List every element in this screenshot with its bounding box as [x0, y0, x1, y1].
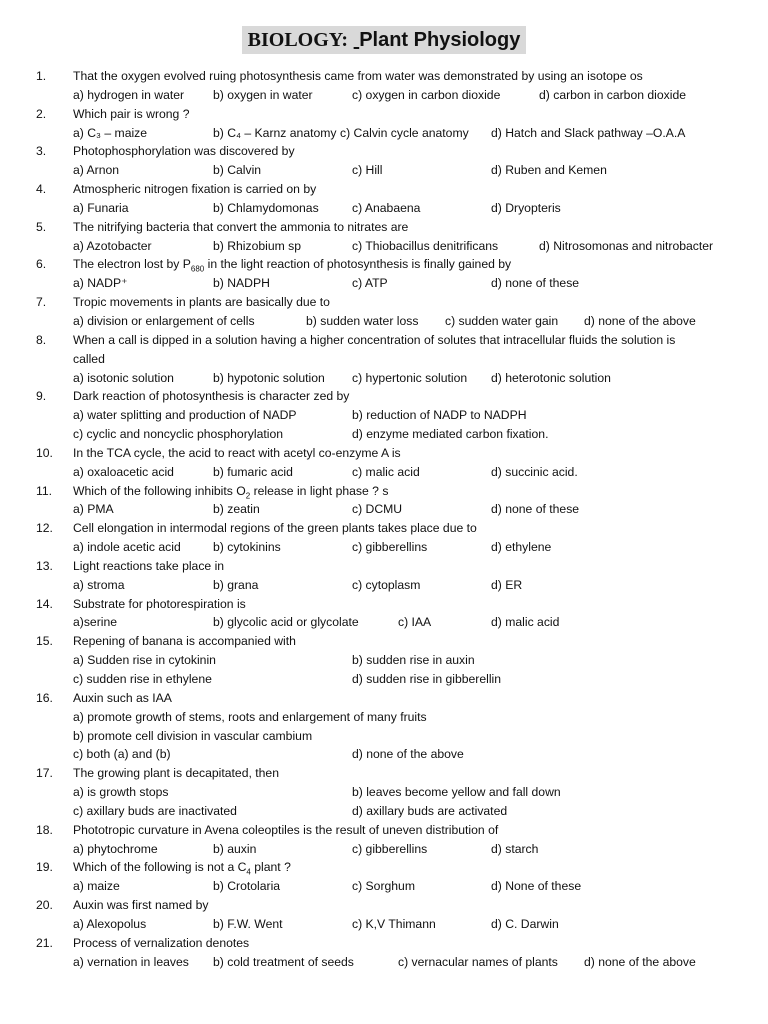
page-title	[242, 26, 527, 54]
option-b: b) fumaric acid	[213, 464, 293, 479]
option-c: c) Thiobacillus denitrificans	[352, 238, 499, 253]
question-text: The electron lost by $P_{680}$ in the light reaction of photosynthesis is finally gained by	[73, 257, 512, 274]
option-d: d) ER	[491, 577, 523, 592]
option-a: a) oxaloacetic acid	[73, 464, 174, 479]
question-number: 10.	[36, 445, 53, 460]
question-11	[0, 482, 768, 520]
title-subject: BIOLOGY:	[247, 29, 349, 51]
option-a: a) maize	[73, 879, 120, 894]
option-c: c) gibberellins	[352, 841, 428, 856]
option-a: a) C₃ – maize	[73, 125, 148, 140]
question-number: 19.	[36, 860, 53, 875]
question-12	[0, 519, 768, 557]
question-text: Light reactions take place in	[73, 558, 225, 573]
question-13	[0, 557, 768, 595]
question-text: Which of the following is not a $C_4$ plant ?	[73, 860, 291, 877]
option-c: c) IAA	[398, 615, 432, 630]
question-number: 13.	[36, 558, 53, 573]
question-19	[0, 858, 768, 896]
option-b: b) hypotonic solution	[213, 370, 325, 385]
question-3	[0, 142, 768, 180]
title-area	[0, 26, 768, 54]
question-number: 14.	[36, 596, 53, 611]
option-c: c) vernacular names of plants	[398, 954, 558, 969]
option-a: a) NADP⁺	[73, 276, 128, 291]
option-b: b) NADPH	[213, 276, 270, 291]
option-a: a) promote growth of stems, roots and enlargement of many fruits	[73, 709, 427, 724]
option-c: c) both (a) and (b)	[73, 747, 171, 762]
question-text: Substrate for photorespiration is	[73, 596, 246, 611]
question-text: Tropic movements in plants are basically due to	[73, 295, 330, 310]
option-a: a) is growth stops	[73, 785, 169, 800]
option-d: d) Hatch and Slack pathway –O.A.A	[491, 125, 686, 140]
question-text: Cell elongation in intermodal regions of the green plants takes place due to	[73, 521, 477, 536]
option-b: b) promote cell division in vascular cambium	[73, 728, 313, 743]
question-number: 2.	[36, 106, 47, 121]
option-b: b) glycolic acid or glycolate	[213, 615, 359, 630]
option-c: c) Anabaena	[352, 200, 421, 215]
question-17	[0, 764, 768, 821]
option-b: b) cold treatment of seeds	[213, 954, 354, 969]
question-text: Auxin was first named by	[73, 898, 209, 913]
option-c: c) axillary buds are inactivated	[73, 803, 237, 818]
question-number: 12.	[36, 521, 53, 536]
option-d: d) axillary buds are activated	[352, 803, 508, 818]
option-b: b) auxin	[213, 841, 257, 856]
option-b: b) sudden water loss	[306, 313, 419, 328]
option-c: c) sudden rise in ethylene	[73, 672, 212, 686]
question-text: Atmospheric nitrogen fixation is carried on by	[73, 182, 317, 197]
option-d: d) None of these	[491, 879, 582, 894]
title-topic: Plant Physiology	[359, 29, 521, 51]
question-15	[0, 632, 768, 689]
option-c: c) sudden water gain	[445, 313, 559, 328]
option-d: d) enzyme mediated carbon fixation.	[352, 427, 549, 442]
question-4	[0, 180, 768, 218]
option-b: b) C₄ – Karnz anatomy	[213, 125, 337, 140]
option-c: c) hypertonic solution	[352, 370, 468, 385]
option-a: a) vernation in leaves	[73, 954, 189, 969]
option-b: b) oxygen in water	[213, 87, 313, 102]
option-d: d) starch	[491, 841, 539, 856]
question-text: Which pair is wrong ?	[73, 106, 190, 121]
question-number: 21.	[36, 935, 53, 950]
question-text: Repening of banana is accompanied with	[73, 634, 296, 649]
option-c: c) cyclic and noncyclic phosphorylation	[73, 427, 283, 442]
question-number: 18.	[36, 822, 53, 837]
option-c: c) malic acid	[352, 464, 420, 479]
question-10	[0, 444, 768, 482]
option-b: b) zeatin	[213, 502, 260, 517]
option-d: d) malic acid	[491, 615, 560, 630]
question-6	[0, 255, 768, 293]
question-7	[0, 293, 768, 331]
option-d: d) heterotonic solution	[491, 370, 611, 385]
question-number: 6.	[36, 257, 47, 272]
question-16	[0, 689, 768, 764]
option-d: d) carbon in carbon dioxide	[539, 87, 687, 102]
question-number: 11.	[36, 483, 53, 498]
option-a: a) division or enlargement of cells	[73, 313, 255, 328]
option-b: b) F.W. Went	[213, 916, 283, 931]
question-21	[0, 934, 768, 972]
question-number: 15.	[36, 634, 53, 649]
question-text: The nitrifying bacteria that convert the ammonia to nitrates are	[73, 219, 409, 234]
question-9	[0, 387, 768, 444]
option-c: c) oxygen in carbon dioxide	[352, 87, 501, 102]
question-8	[0, 331, 768, 388]
option-d: d) sudden rise in gibberellin	[352, 672, 502, 686]
option-a: a) Arnon	[73, 163, 120, 178]
option-d: d) none of the above	[584, 313, 696, 328]
option-c: c) Calvin cycle anatomy	[340, 125, 469, 140]
question-5	[0, 218, 768, 256]
option-a: a) indole acetic acid	[73, 540, 181, 555]
option-a: a)serine	[73, 615, 118, 630]
option-b: b) Crotolaria	[213, 879, 281, 894]
option-a: a) water splitting and production of NADP	[73, 408, 297, 423]
question-text: Auxin such as IAA	[73, 690, 172, 705]
question-number: 5.	[36, 219, 47, 234]
option-c: c) cytoplasm	[352, 577, 421, 592]
option-a: a) Funaria	[73, 200, 129, 215]
option-d: d) none of the above	[352, 747, 464, 762]
question-number: 8.	[36, 332, 47, 347]
option-d: d) none of the above	[584, 954, 696, 969]
option-d: d) none of these	[491, 502, 580, 517]
option-d: d) Ruben and Kemen	[491, 163, 607, 178]
question-list	[0, 67, 768, 972]
option-a: a) isotonic solution	[73, 370, 174, 385]
option-d: d) succinic acid.	[491, 464, 578, 479]
option-a: a) hydrogen in water	[73, 87, 185, 102]
option-a: a) phytochrome	[73, 841, 158, 856]
question-text: That the oxygen evolved ruing photosynthesis came from water was demonstrated by using an isotope os	[73, 69, 643, 83]
question-number: 4.	[36, 182, 47, 197]
option-b: b) Chlamydomonas	[213, 200, 319, 215]
option-a: a) Azotobacter	[73, 238, 152, 253]
question-text-continued: called	[73, 351, 105, 366]
question-text: Dark reaction of photosynthesis is character zed by	[73, 389, 350, 404]
question-number: 17.	[36, 766, 53, 781]
option-c: c) DCMU	[352, 502, 403, 517]
question-text: The growing plant is decapitated, then	[73, 766, 279, 781]
question-text: Which of the following inhibits $O_2$ release in light phase ? s	[73, 483, 389, 500]
option-a: a) stroma	[73, 577, 125, 592]
question-text: Phototropic curvature in Avena coleoptiles is the result of uneven distribution of	[73, 822, 499, 837]
question-text: In the TCA cycle, the acid to react with acetyl co-enzyme A is	[73, 445, 401, 460]
option-a: a) PMA	[73, 502, 114, 517]
question-text: Process of vernalization denotes	[73, 935, 250, 950]
option-c: c) ATP	[352, 276, 388, 291]
option-b: b) Rhizobium sp	[213, 238, 302, 253]
option-c: c) gibberellins	[352, 540, 428, 555]
option-b: b) reduction of NADP to NADPH	[352, 408, 527, 423]
question-number: 16.	[36, 690, 53, 705]
question-20	[0, 896, 768, 934]
question-number: 7.	[36, 295, 47, 310]
question-1	[0, 67, 768, 105]
option-b: b) leaves become yellow and fall down	[352, 785, 561, 800]
question-18	[0, 821, 768, 859]
question-text: When a call is dipped in a solution having a higher concentration of solutes that intracellular fluids the solution is	[73, 332, 676, 347]
option-d: d) Nitrosomonas and nitrobacter	[539, 238, 714, 253]
option-d: d) Dryopteris	[491, 200, 561, 215]
option-a: a) Alexopolus	[73, 916, 147, 931]
question-14	[0, 595, 768, 633]
option-b: b) Calvin	[213, 163, 262, 178]
option-d: d) C. Darwin	[491, 916, 559, 931]
option-b: b) sudden rise in auxin	[352, 653, 475, 668]
option-d: d) none of these	[491, 276, 580, 291]
question-text: Photophosphorylation was discovered by	[73, 144, 295, 159]
question-2	[0, 105, 768, 143]
option-b: b) grana	[213, 577, 259, 592]
option-d: d) ethylene	[491, 540, 552, 555]
option-b: b) cytokinins	[213, 540, 281, 555]
option-c: c) Sorghum	[352, 879, 415, 894]
option-c: c) K,V Thimann	[352, 916, 436, 931]
question-number: 3.	[36, 144, 47, 159]
option-c: c) Hill	[352, 163, 383, 178]
question-number: 1.	[36, 69, 47, 83]
question-number: 20.	[36, 898, 53, 913]
option-a: a) Sudden rise in cytokinin	[73, 653, 216, 668]
question-number: 9.	[36, 389, 47, 404]
